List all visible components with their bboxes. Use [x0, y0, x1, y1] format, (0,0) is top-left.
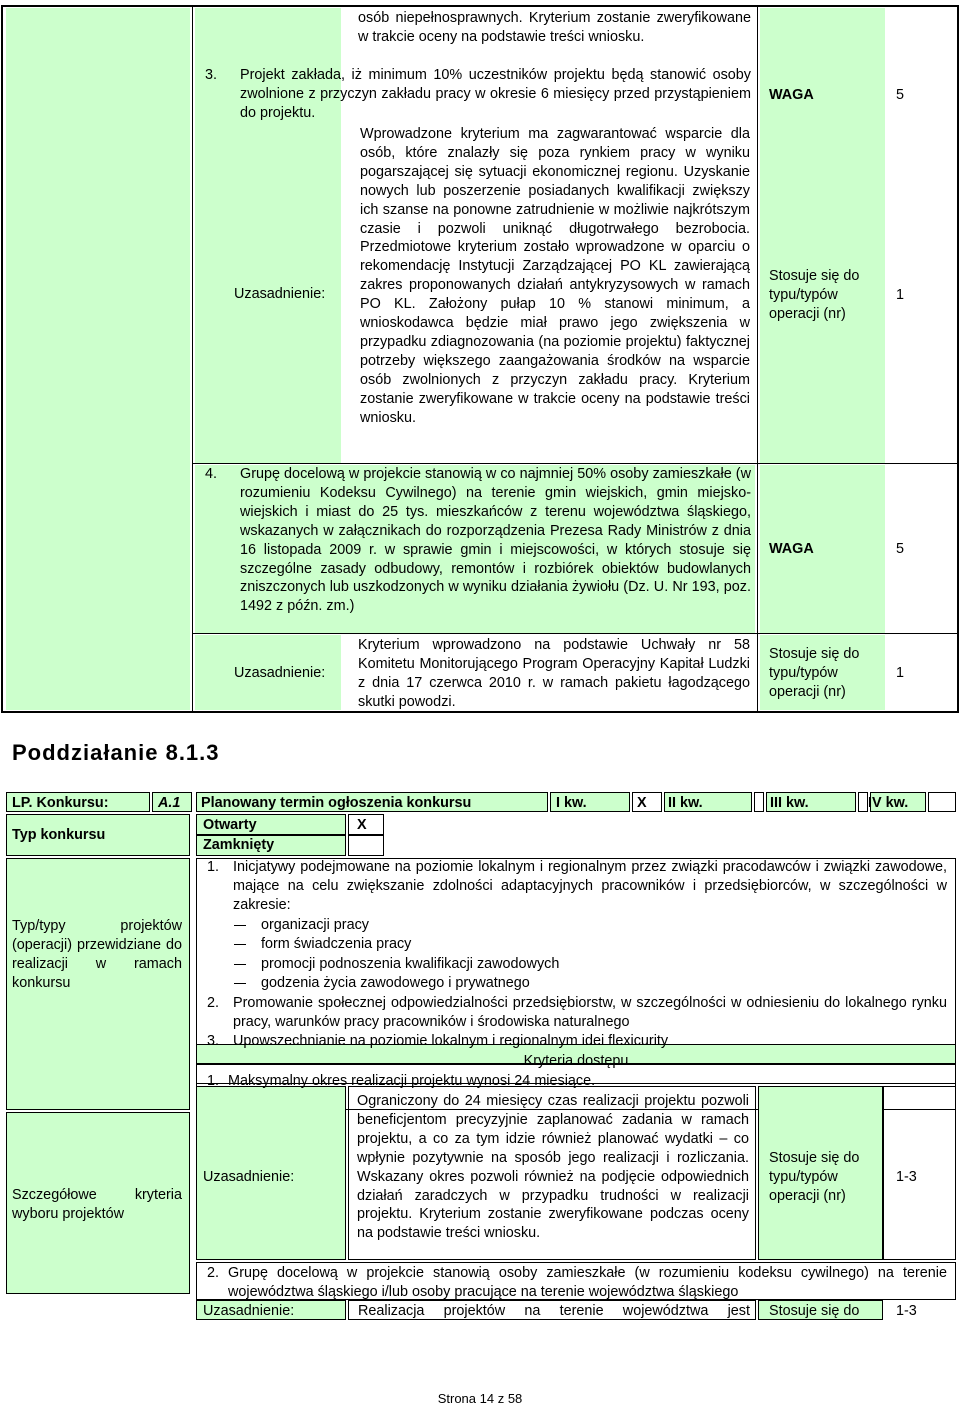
criterion-4-stosuje-label: Stosuje się do typu/typów operacji (nr)	[769, 646, 860, 700]
criterion-4-uzasadnienie-text: Kryterium wprowadzono na podstawie Uchwały nr 58 Komitetu Monitorującego Program Operacyjny Kapitał Ludzki z dnia 17 czerwca 2010 r. w ramach pakietu łagodzącego skutki powodzi.	[358, 637, 750, 710]
dash-icon	[234, 964, 246, 965]
criterion-4-text: Grupę docelową w projekcie stanowią w co najmniej 50% osoby zamieszkałe (w rozumieniu Kodeksu Cywilnego) na terenie gmin wiejskich, gmin miejsko-wiejskich i miast do 25 tys. mieszkańców z terenu województwa śląskiego, wskazanych w załącznikach do rozporządzenia Prezesa Rady Ministrów z dnia 16 listopada 2009 r. w sprawie gmin i miejscowości, w których stosuje się szczególne zasady odbudowy, remontów i rozbiórek obiektów budowlanych zniszczonych lub uszkodzonych w wyniku działania żywiołu (Dz. U. Nr 193, poz. 1492 z późn. zm.)	[240, 466, 751, 615]
criterion-4-uzasadnienie-label: Uzasadnienie:	[234, 665, 326, 681]
criterion-3-uzasadnienie-label: Uzasadnienie:	[234, 286, 326, 302]
criterion-3-uzasadnienie-text: Wprowadzone kryterium ma zagwarantować wsparcie dla osób, które znalazły się poza rynkiem pracy w wyniku pogarszającej się sytuacji ekonomicznej regionu. Uzyskanie nowych lub poszerzenie posiadanych kwalifikacji zwiększy ich szanse na ponowne zatrudnienie w możliwie najkrótszym czasie i pozwoli uniknąć długotrwałego bezrobocia. Przedmiotowe kryterium zostało wprowadzone w oparciu o rekomendację Instytucji Zarządzającej PO KL zawierającą zakres proponowanych działań antykryzysowych w ramach PO KL. Założony pułap 10 % stanowi minimum, a wnioskodawca będzie miał prawo jego zwiększenia w przypadku zdiagnozowania (na poziomie projektu) faktycznej potrzeby większego zaangażowania środków na wsparcie osób zwolnionych z przyczyn zakładu pracy. Kryterium zostanie zweryfikowane w trakcie oceny na podstawie treści wniosku.	[360, 126, 750, 426]
typ-2-number: 2.	[207, 995, 220, 1011]
typ-1-number: 1.	[207, 859, 220, 875]
typ-3-text: Upowszechnianie na poziomie lokalnym i regionalnym idei flexicurity	[233, 1033, 669, 1049]
zamkniety-label: Zamknięty	[203, 837, 275, 853]
kryterium-2-stosuje-label: Stosuje się do	[769, 1303, 860, 1319]
criterion-4-stosuje-value: 1	[896, 665, 905, 681]
typy-projektow-label: Typ/typy projektów (operacji) przewidziane do realizacji w ramach konkursu	[12, 918, 182, 991]
kryterium-2-uzasadnienie-text: Realizacja projektów na terenie województwa jest	[358, 1303, 750, 1319]
typ-1-sub-3: promocji podnoszenia kwalifikacji zawodowych	[261, 956, 560, 972]
dash-icon	[234, 983, 246, 984]
otwarty-label: Otwarty	[203, 817, 257, 833]
kryteria-label: Szczegółowe kryteria wyboru projektów	[12, 1187, 182, 1222]
planowany-termin-label: Planowany termin ogłoszenia konkursu	[201, 795, 472, 811]
lp-konkursu-value: A.1	[158, 795, 181, 811]
criterion-4-waga-value: 5	[896, 541, 905, 557]
section-title: Poddziałanie 8.1.3	[12, 740, 220, 765]
typ-1-sub-1: organizacji pracy	[261, 917, 369, 933]
criterion-3-number: 3.	[205, 67, 218, 83]
quarter-3-label: III kw.	[770, 795, 809, 811]
kryterium-1-stosuje-label: Stosuje się do typu/typów operacji (nr)	[769, 1150, 860, 1204]
kryterium-1-text: Maksymalny okres realizacji projektu wynosi 24 miesiące.	[228, 1073, 596, 1089]
page-number-footer: Strona 14 z 58	[437, 1391, 523, 1406]
kryterium-1-stosuje-value: 1-3	[896, 1169, 917, 1185]
typ-1-text: Inicjatywy podejmowane na poziomie lokalnym i regionalnym przez związki pracodawców i związki zawodowe, mające na celu zwiększanie zdolności adaptacyjnych pracowników i przedsiębiorców, w szczególności w zakresie:	[233, 859, 947, 913]
criterion-2-tail: osób niepełnosprawnych. Kryterium zostanie zweryfikowane w trakcie oceny na podstawie treści wniosku.	[358, 10, 751, 45]
quarter-1-label: I kw.	[556, 795, 587, 811]
kryterium-1-number: 1.	[207, 1073, 220, 1089]
header-row	[6, 792, 956, 812]
dash-icon	[234, 944, 246, 945]
typ-1-sub-4: godzenia życia zawodowego i prywatnego	[261, 975, 530, 991]
criterion-3-waga-value: 5	[896, 87, 905, 103]
otwarty-mark: X	[357, 817, 367, 833]
criterion-4-waga-label: WAGA	[769, 541, 814, 557]
criterion-3-text: Projekt zakłada, iż minimum 10% uczestników projektu będą stanowić osoby zwolnione z przyczyn zakładu pracy w okresie 6 miesięcy przed przystąpieniem do projektu.	[240, 67, 751, 121]
quarter-2-label: II kw.	[668, 795, 703, 811]
top-left-empty-cell	[6, 8, 190, 710]
kryterium-2-uzasadnienie-label: Uzasadnienie:	[203, 1303, 295, 1319]
quarter-4-label: IV kw.	[868, 795, 909, 811]
kryterium-2-text: Grupę docelową w projekcie stanowią osoby zamieszkałe (w rozumieniu kodeksu cywilnego) na terenie województwa śląskiego i/lub osoby pracujące na terenie województwa śląskiego	[228, 1265, 947, 1300]
criterion-3-stosuje-value: 1	[896, 287, 905, 303]
typ-konkursu-label: Typ konkursu	[12, 827, 106, 843]
lp-konkursu-label: LP. Konkursu:	[12, 795, 109, 811]
criterion-4-number: 4.	[205, 466, 218, 482]
dash-icon	[234, 925, 246, 926]
criterion-3-waga-label: WAGA	[769, 87, 814, 103]
kryterium-2-stosuje-value: 1-3	[896, 1303, 917, 1319]
kryterium-2-number: 2.	[207, 1265, 220, 1281]
typ-2-text: Promowanie społecznej odpowiedzialności przedsiębiorstw, w szczególności w odniesieniu do lokalnego rynku pracy, warunków pracy pracowników i środowiska naturalnego	[233, 995, 947, 1030]
typ-1-sub-2: form świadczenia pracy	[261, 936, 412, 952]
kryterium-1-uzasadnienie-text: Ograniczony do 24 miesięcy czas realizacji projektu pozwoli beneficjentom precyzyjnie zaplanować zadania w ramach projektu, a co za tym idzie również planować wydatki – co wpłynie pozytywnie na sposób jego realizacji i rozliczania. Wskazany okres pozwoli również na podjęcie odpowiednich działań zaradczych w przypadku trudności w realizacji projektu. Kryterium zostanie zweryfikowane podczas oceny na podstawie treści wniosku.	[357, 1093, 749, 1242]
quarter-1-mark: X	[637, 795, 647, 811]
criterion-3-stosuje-label: Stosuje się do typu/typów operacji (nr)	[769, 268, 860, 322]
kryteria-dostepu-title: Kryteria dostępu	[523, 1053, 629, 1069]
typ-3-number: 3.	[207, 1033, 220, 1049]
kryterium-1-uzasadnienie-label: Uzasadnienie:	[203, 1169, 295, 1185]
